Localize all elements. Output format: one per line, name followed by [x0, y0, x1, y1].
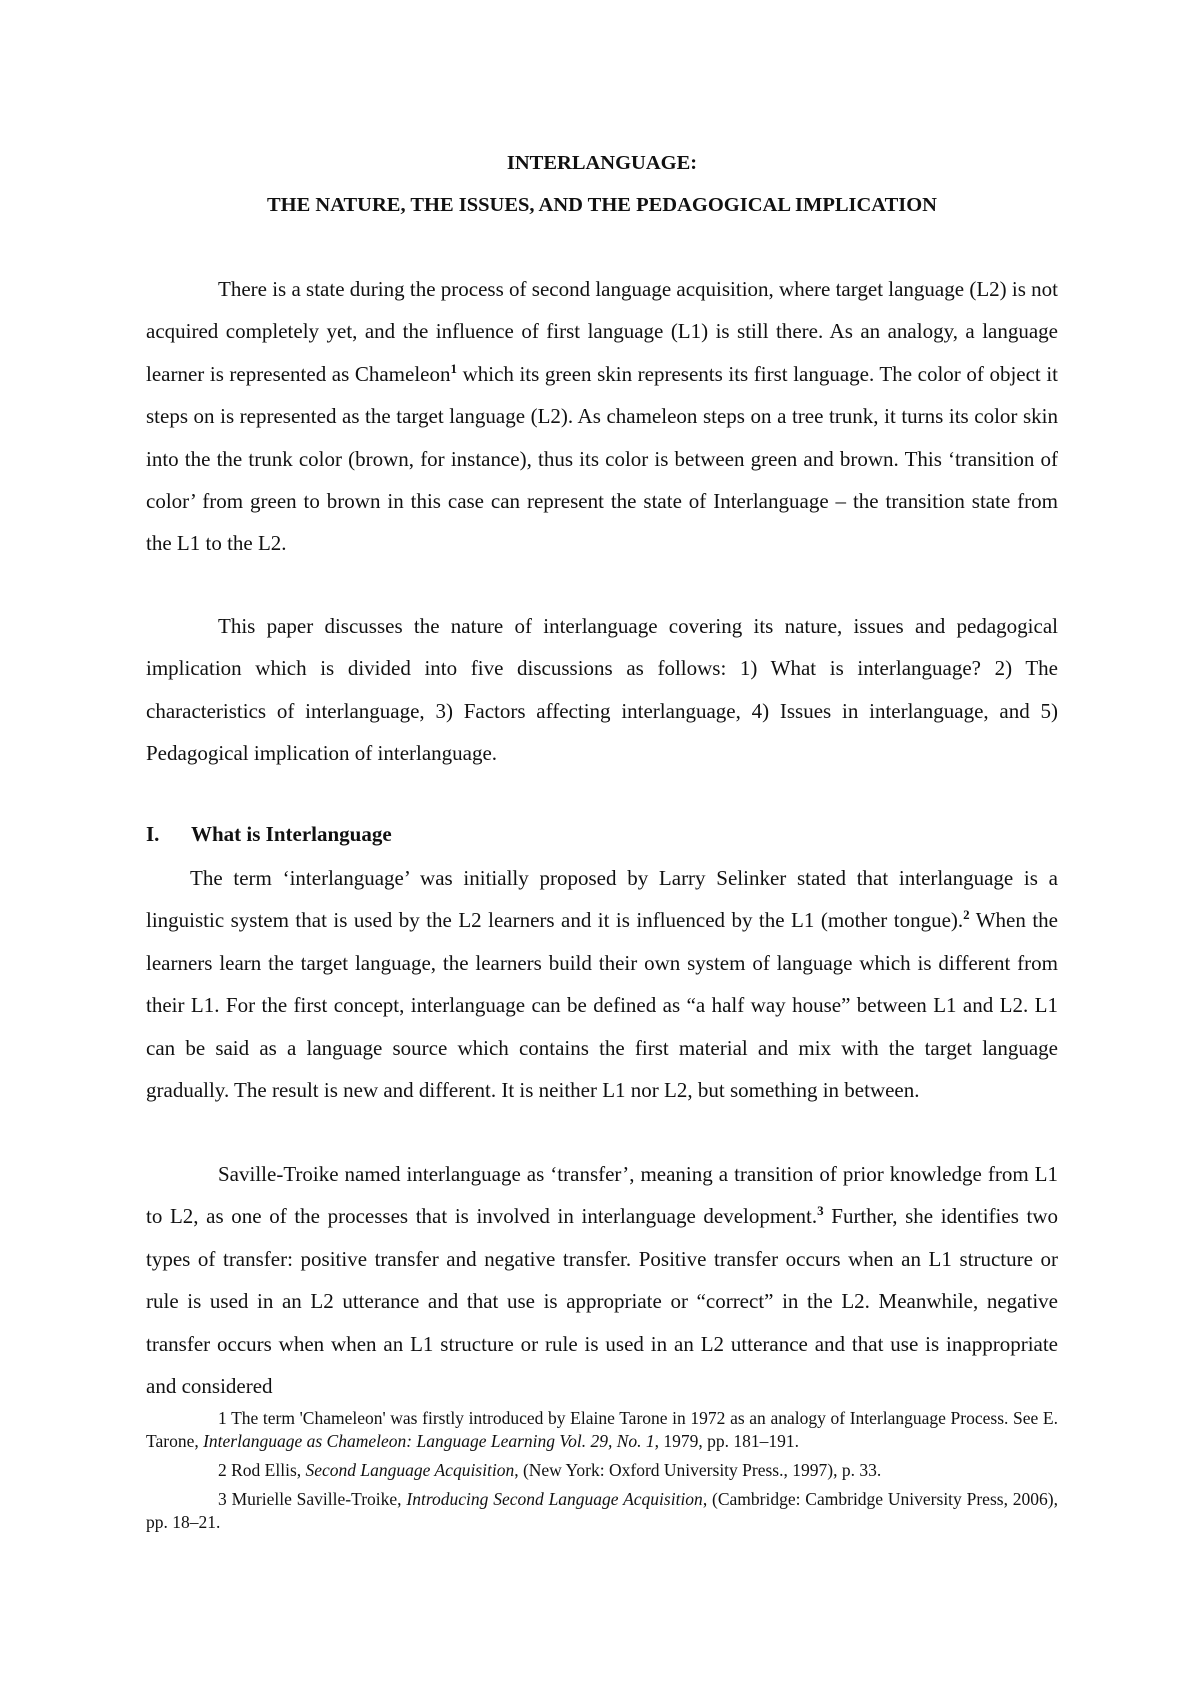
footnote-1-text-b: , 1979, pp. 181–191. [654, 1431, 800, 1451]
footnote-2-text-a: Rod Ellis, [226, 1460, 306, 1480]
footnote-1-italic: Interlanguage as Chameleon: Language Learning Vol. 29, No. 1 [203, 1431, 655, 1451]
section-1-paragraph-2-text-b: Further, she identifies two types of transfer: positive transfer and negative transfer. Positive transfer occurs when an L1 structure or rule is used in an L2 utterance and that use is appropriate or “correct” in the L2. Meanwhile, negative transfer occurs when when an L1 structure or rule is used in an L2 utterance and that use is inappropriate and considered [146, 1204, 1058, 1399]
intro-paragraph-1-text-b: which its green skin represents its first language. The color of object it steps on is represented as the target language (L2). As chameleon steps on a tree trunk, it turns its color skin into the the trunk color (brown, for instance), thus its color is between green and brown. This ‘transition of color’ from green to brown in this case can represent the state of Interlanguage – the transition state from the L1 to the L2. [146, 361, 1058, 556]
section-1-paragraph-1 [146, 857, 1058, 1111]
intro-paragraph-1 [146, 268, 1058, 565]
footnote-3-text-b: , (Cambridge: Cambridge University Press, 2006), pp. 18–21. [146, 1489, 1058, 1532]
intro-paragraph-2: This paper discusses the nature of interlanguage covering its nature, issues and pedagogical implication which is divided into five discussions as follows: 1) What is interlanguage? 2) The characteristics of interlanguage, 3) Factors affecting interlanguage, 4) Issues in interlanguage, and 5) Pedagogical implication of interlanguage. [146, 614, 1058, 766]
document-page [146, 0, 1058, 1698]
footnote-1-text-a: The term 'Chameleon' was firstly introduced by Elaine Tarone in 1972 as an analogy of Interlanguage Process. See E. Tarone, [146, 1408, 1058, 1451]
section-1-title: What is Interlanguage [191, 822, 392, 846]
section-1-paragraph-2 [146, 1153, 1058, 1407]
footnotes [146, 1407, 1058, 1540]
footnote-3-number: 3 [218, 1489, 227, 1509]
document-title-line-1: INTERLANGUAGE: [506, 152, 698, 174]
footnote-2-text-b: , (New York: Oxford University Press., 1997), p. 33. [514, 1460, 882, 1480]
section-1-paragraph-1-text-b: When the learners learn the target language, the learners build their own system of language which is different from their L1. For the first concept, interlanguage can be defined as “a half way house” between L1 and L2. L1 can be said as a language source which contains the first material and mix with the target language gradually. The result is new and different. It is neither L1 nor L2, but something in between. [146, 908, 1058, 1103]
footnote-1-number: 1 [218, 1408, 227, 1428]
footnote-ref-3[interactable]: 3 [817, 1203, 824, 1219]
section-1-number: I. [146, 822, 160, 846]
section-1-paragraph-1-text-a: The term ‘interlanguage’ was initially proposed by Larry Selinker stated that interlanguage is a linguistic system that is used by the L2 learners and it is influenced by the L1 (mother tongue). [146, 866, 1058, 933]
footnote-1 [146, 1407, 1058, 1453]
footnote-ref-2[interactable]: 2 [963, 907, 970, 923]
footnote-3-text-a: Murielle Saville-Troike, [226, 1489, 407, 1509]
section-1-heading [146, 820, 1058, 848]
footnote-ref-1[interactable]: 1 [450, 360, 457, 376]
footnote-3 [146, 1488, 1058, 1534]
section-1-paragraph-2-text-a: Saville-Troike named interlanguage as ‘transfer’, meaning a transition of prior knowledge from L1 to L2, as one of the processes that is involved in interlanguage development. [146, 1162, 1058, 1229]
footnote-2-italic: Second Language Acquisition [305, 1460, 515, 1480]
footnote-3-italic: Introducing Second Language Acquisition [406, 1489, 703, 1509]
intro-paragraph-1-text-a: There is a state during the process of second language acquisition, where target language (L2) is not acquired completely yet, and the influence of first language (L1) is still there. As an analogy, a language learner is represented as Chameleon [146, 277, 1058, 386]
document-title-line-2: THE NATURE, THE ISSUES, AND THE PEDAGOGICAL IMPLICATION [266, 194, 937, 216]
footnote-2-number: 2 [218, 1460, 227, 1480]
footnote-2 [146, 1459, 1058, 1482]
